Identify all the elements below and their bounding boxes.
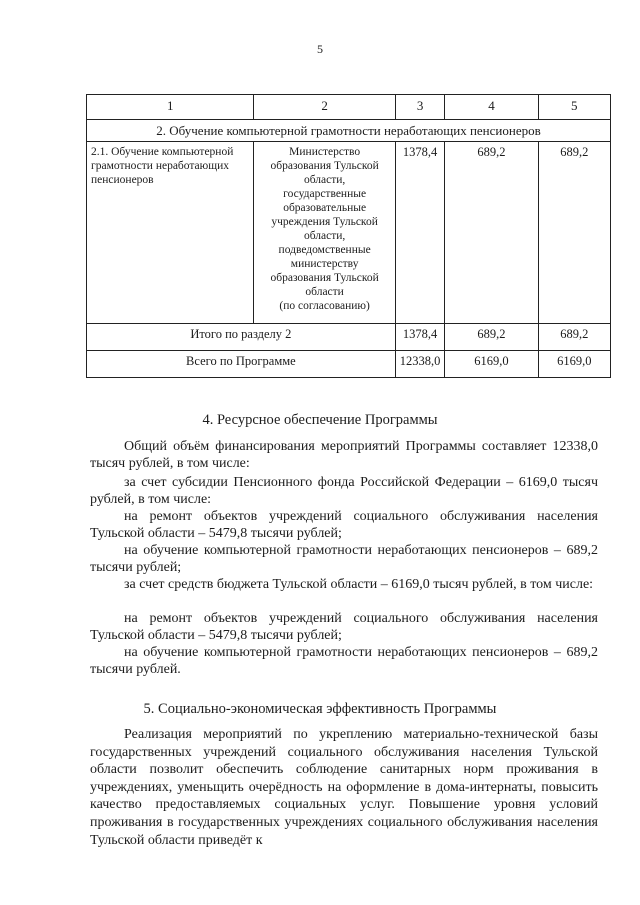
- executor-line: (по согласованию): [279, 300, 370, 312]
- section5-heading: 5. Социально-экономическая эффективность Программы: [143, 701, 497, 717]
- item-name: 2.1. Обучение компьютерной грамотности неработающих пенсионеров: [87, 142, 254, 324]
- executor-line: области,: [303, 230, 346, 242]
- item-col3: 1378,4: [395, 142, 445, 324]
- item-executor: [254, 142, 395, 324]
- subtotal-label: Итого по разделу 2: [87, 324, 396, 351]
- executor-line: подведомственные: [278, 244, 371, 256]
- executor-line: государственные: [283, 188, 367, 200]
- page-number: 5: [317, 42, 323, 56]
- executor-line: Министерство: [289, 146, 361, 158]
- executor-line: образовательные: [283, 202, 367, 214]
- section4-paragraph: за счет средств бюджета Тульской области – 6169,0 тысяч рублей, в том числе:: [124, 577, 594, 592]
- executor-line: образования Тульской: [270, 160, 379, 172]
- section4-paragraph: на ремонт объектов учреждений социального обслуживания населения Тульской области – 5479,8 тысячи рублей;: [90, 509, 598, 541]
- section4-heading: 4. Ресурсное обеспечение Программы: [202, 412, 438, 428]
- table-row: [87, 142, 611, 324]
- section-title-row: [87, 120, 611, 142]
- header-cell: 2: [254, 95, 395, 120]
- section-title: 2. Обучение компьютерной грамотности неработающих пенсионеров: [87, 120, 611, 142]
- item-col5: 689,2: [538, 142, 611, 324]
- total-row: [87, 351, 611, 378]
- executor-line: учреждения Тульской: [271, 216, 378, 228]
- table-header-row: [87, 95, 611, 120]
- header-cell: 3: [395, 95, 445, 120]
- subtotal-col4: 689,2: [445, 324, 538, 351]
- header-cell: 5: [538, 95, 611, 120]
- executor-line: образования Тульской: [270, 272, 379, 284]
- header-cell: 1: [87, 95, 254, 120]
- subtotal-row: [87, 324, 611, 351]
- section4-paragraph: на обучение компьютерной грамотности неработающих пенсионеров – 689,2 тысячи рублей;: [90, 543, 598, 575]
- section4-paragraph: на обучение компьютерной грамотности неработающих пенсионеров – 689,2 тысячи рублей.: [90, 645, 598, 677]
- total-col5: 6169,0: [538, 351, 611, 378]
- subtotal-col3: 1378,4: [395, 324, 445, 351]
- section4-paragraph: за счет субсидии Пенсионного фонда Российской Федерации – 6169,0 тысяч рублей, в том числе:: [90, 475, 598, 507]
- subtotal-col5: 689,2: [538, 324, 611, 351]
- budget-table: [86, 94, 611, 378]
- total-label: Всего по Программе: [87, 351, 396, 378]
- section5-paragraph: Реализация мероприятий по укреплению материально-технической базы государственных учреждений социального обслуживания населения Тульской области позволит обеспечить соблюдение санитарных норм проживания в учреждениях, уменьщить очерёдность на оформление в дома-интернаты, повысить качество предоставляемых социальных услуг. Повышение уровня условий проживания в государственных учреждениях социального обслуживания населения Тульской области приведёт к: [90, 727, 598, 848]
- item-col4: 689,2: [445, 142, 538, 324]
- header-cell: 4: [445, 95, 538, 120]
- executor-line: области,: [303, 174, 346, 186]
- total-col4: 6169,0: [445, 351, 538, 378]
- executor-line: области: [305, 286, 344, 298]
- total-col3: 12338,0: [395, 351, 445, 378]
- executor-line: министерству: [290, 258, 359, 270]
- section4-paragraph: на ремонт объектов учреждений социального обслуживания населения Тульской области – 5479,8 тысячи рублей;: [90, 611, 598, 643]
- section4-paragraph: Общий объём финансирования мероприятий Программы составляет 12338,0 тысяч рублей, в том числе:: [90, 439, 598, 471]
